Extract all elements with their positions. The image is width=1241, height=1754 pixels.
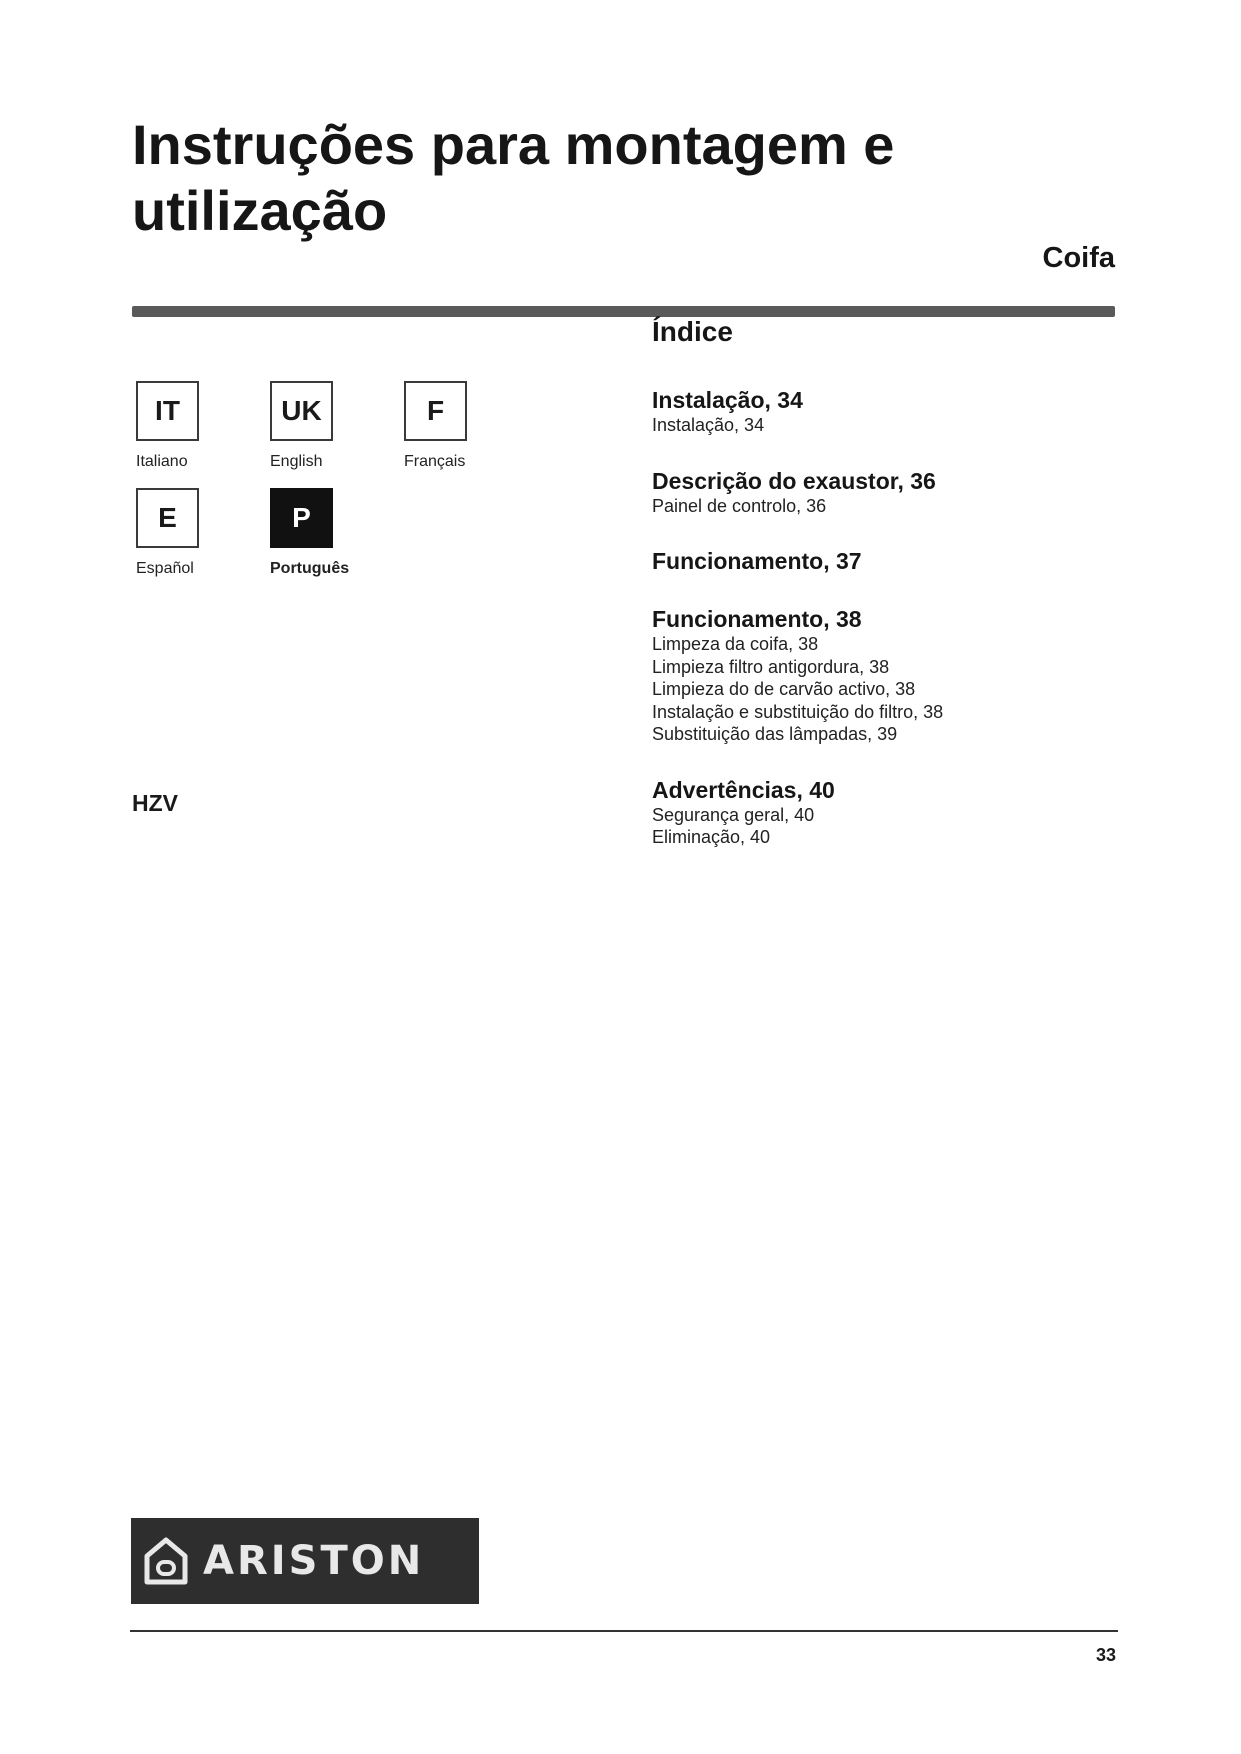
toc-item[interactable]: Limpeza da coifa, 38 xyxy=(652,634,819,654)
toc-item[interactable]: Limpieza do de carvão activo, 38 xyxy=(652,679,916,699)
lang-p-code[interactable]: P xyxy=(270,488,333,548)
lang-it-code[interactable]: IT xyxy=(136,381,199,441)
lang-e-code[interactable]: E xyxy=(136,488,199,548)
model-name: HZV xyxy=(132,790,178,816)
toc-section xyxy=(652,386,1122,437)
house-icon xyxy=(143,1536,189,1586)
lang-p[interactable] xyxy=(270,488,410,578)
page-number: 33 xyxy=(1095,1645,1116,1665)
footer-divider xyxy=(130,1630,1118,1632)
toc-section-title[interactable]: Funcionamento, 38 xyxy=(652,606,862,632)
toc-section xyxy=(652,467,1122,518)
page-title: Instruções para montagem e utilização xyxy=(132,113,895,242)
toc-section-title[interactable]: Instalação, 34 xyxy=(652,387,803,413)
toc-item[interactable]: Substituição das lâmpadas, 39 xyxy=(652,724,898,744)
lang-f[interactable] xyxy=(404,381,544,471)
lang-e-label: Español xyxy=(136,560,194,577)
lang-uk-code[interactable]: UK xyxy=(270,381,333,441)
toc-section xyxy=(652,547,1122,575)
logo-brand-text: ARISTON xyxy=(203,1538,425,1584)
table-of-contents xyxy=(652,316,1122,871)
lang-f-code[interactable]: F xyxy=(404,381,467,441)
product-name: Coifa xyxy=(1042,242,1115,274)
lang-f-label: Français xyxy=(404,453,466,470)
toc-item[interactable]: Painel de controlo, 36 xyxy=(652,495,827,516)
lang-it-label: Italiano xyxy=(136,453,188,470)
toc-item[interactable]: Instalação e substituição do filtro, 38 xyxy=(652,701,944,722)
toc-item[interactable]: Segurança geral, 40 xyxy=(652,804,815,825)
toc-heading: Índice xyxy=(652,316,733,347)
lang-p-label: Português xyxy=(270,560,350,577)
ariston-logo xyxy=(131,1518,479,1604)
toc-section xyxy=(652,776,1122,849)
toc-section xyxy=(652,605,1122,746)
toc-item[interactable]: Limpieza filtro antigordura, 38 xyxy=(652,656,890,677)
toc-item[interactable]: Instalação, 34 xyxy=(652,415,765,435)
toc-section-title[interactable]: Funcionamento, 37 xyxy=(652,548,862,574)
lang-e[interactable] xyxy=(136,488,276,578)
toc-item[interactable]: Eliminação, 40 xyxy=(652,827,771,847)
toc-section-title[interactable]: Descrição do exaustor, 36 xyxy=(652,467,936,494)
lang-uk-label: English xyxy=(270,453,323,470)
toc-section-title[interactable]: Advertências, 40 xyxy=(652,776,835,803)
lang-it[interactable] xyxy=(136,381,276,471)
lang-uk[interactable] xyxy=(270,381,410,471)
